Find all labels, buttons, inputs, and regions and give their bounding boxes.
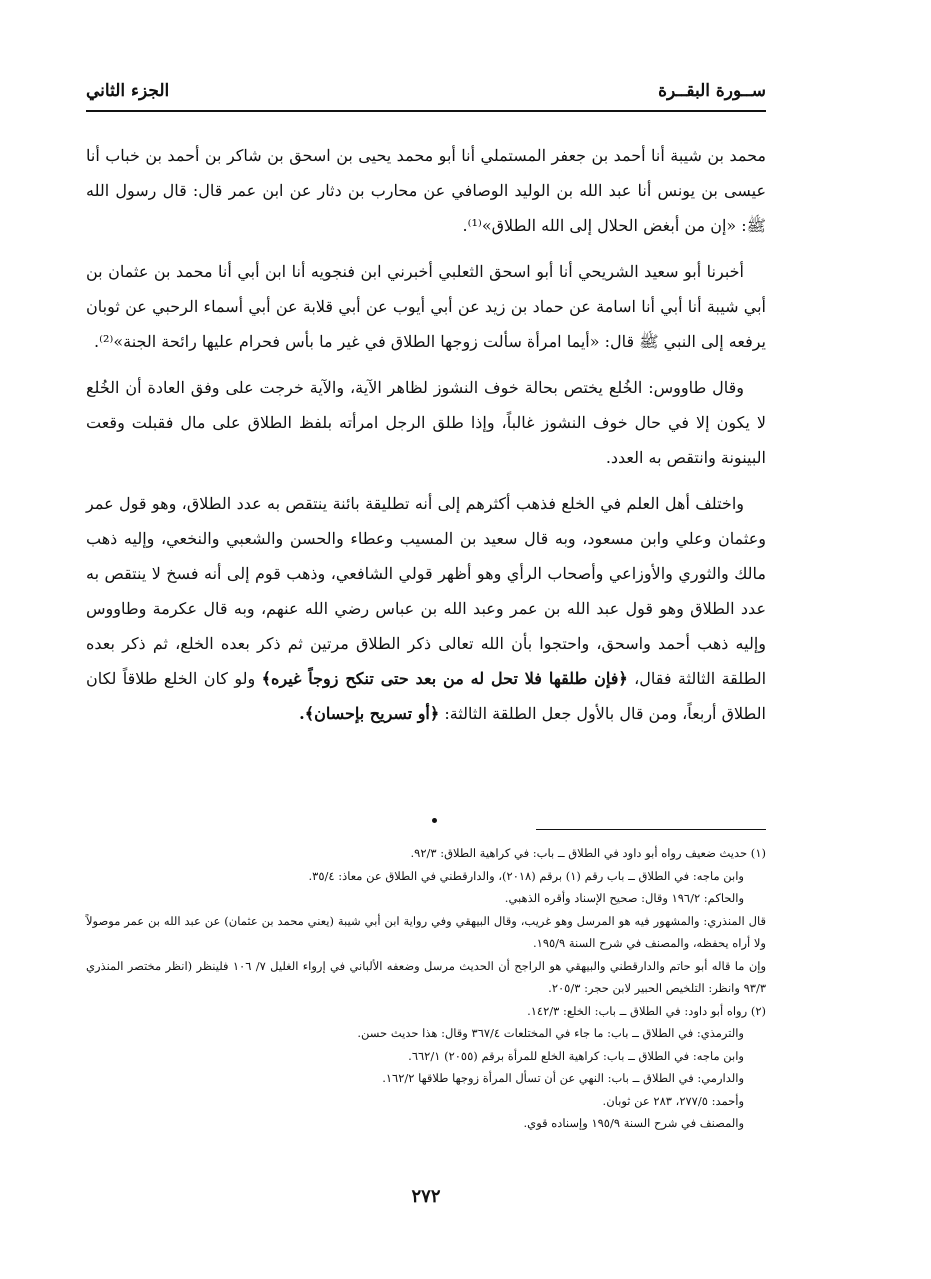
footnote-line: (٢) رواه أبو داود: في الطلاق ــ باب: الخلع: ١٤٢/٣. — [527, 1003, 766, 1018]
paragraph-3: وقال طاووس: الخُلع يختص بحالة خوف النشوز لظاهر الآية، والآية خرجت على وفق العادة أن الخُلع لا يكون إلا في حال خوف النشوز غالباً، وإذا طلق الرجل امرأته بلفظ الطلاق على مال فقبلت وقعت البينونة وانتقص به العدد. — [86, 378, 767, 467]
paragraph-2: أخبرنا أبو سعيد الشريحي أنا أبو اسحق الثعلبي أخبرني ابن فنجويه أنا ابن أبي أنا محمد بن عثمان بن أبي شيبة أنا أبي أنا اسامة عن حماد بن زيد عن أبي أيوب عن أبي قلابة عن أبي أسماء الرحبي عن ثوبان يرفعه إلى النبي ﷺ قال: «أيما امرأة سألت زوجها الطلاق في غير ما بأس فحرام عليها رائحة الجنة»⁽²⁾. — [86, 262, 766, 351]
header-rule — [86, 110, 766, 112]
page-number: ٢٧٢ — [411, 1186, 441, 1207]
dot-mark — [432, 818, 437, 823]
footnote-line: والمصنف في شرح السنة ١٩٥/٩ وإسناده قوي. — [523, 1116, 744, 1130]
footnote-line: والحاكم: ١٩٦/٢ وقال: صحيح الإسناد وأقره الذهبي. — [504, 891, 744, 905]
footnote-line: والترمذي: في الطلاق ــ باب: ما جاء في المختلعات ٣٦٧/٤ وقال: هذا حديث حسن. — [357, 1026, 744, 1040]
paragraph-4-continuation: ولو كان الخلع طلاقاً لكان الطلاق أربعاً، ومن قال بالأول جعل الطلقة الثالثة: — [86, 669, 766, 723]
quran-verse-2: ﴿أو تسريح بإحسان﴾. — [299, 704, 440, 723]
footnote-line: وابن ماجه: في الطلاق ــ باب رقم (١) برقم (٢٠١٨)، والدارقطني في الطلاق عن معاذ: ٣٥/٤. — [308, 868, 744, 883]
part-title: الجزء الثاني — [86, 81, 170, 101]
footnote-line: والدارمي: في الطلاق ــ باب: النهي عن أن تسأل المرأة زوجها طلاقها ١٦٢/٢. — [382, 1071, 744, 1085]
paragraph-1: محمد بن شيبة أنا أحمد بن جعفر المستملي أنا أبو محمد يحيى بن اسحق بن شاكر بن أحمد بن خباب أنا عيسى بن يونس أنا عبد الله بن الوليد الوصافي عن محارب بن دثار عن ابن عمر قال: قال رسول الله ﷺ: «إن من أبغض الحلال إلى الله الطلاق»⁽¹⁾. — [86, 146, 767, 235]
footnote-line: وأحمد: ٢٧٧/٥، ٢٨٣ عن ثوبان. — [602, 1093, 744, 1108]
paragraph-4 — [86, 486, 766, 731]
main-text — [86, 138, 766, 742]
surah-title: ســورة البقــرة — [658, 81, 766, 101]
quran-verse-1: ﴿فإن طلقها فلا تحل له من بعد حتى تنكح زوجاً غيره﴾ — [261, 669, 628, 688]
paragraph-4-text: واختلف أهل العلم في الخلع فذهب أكثرهم إلى أنه تطليقة بائنة ينتقص به عدد الطلاق، وهو قول عمر وعثمان وعلي وابن مسعود، وبه قال سعيد بن المسيب وعطاء والحسن والشعبي والنخعي، وإليه ذهب مالك والثوري والأوزاعي وأصحاب الرأي وهو أظهر قولي الشافعي، وذهب قوم إلى أنه فسخ لا ينتقص به عدد الطلاق وهو قول عبد الله بن عمر وعبد الله بن عباس رضي الله عنهم، وبه قال عكرمة وطاووس وإليه ذهب أحمد واسحق، واحتجوا بأن الله تعالى ذكر الطلاق مرتين ثم ذكر بعده الخلع، ثم ذكر بعده الطلقة الثالثة فقال، — [86, 494, 767, 688]
footnote-line: وإن ما قاله أبو حاتم والدارقطني والبيهقي هو الراجح أن الحديث مرسل وضعفه الألباني في إرواء الغليل ٧/ ١٠٦ فلينظر (انظر مختصر المنذري ٩٣/٣ وانظر: التلخيص الحبير لابن حجر: ٢٠٥/٣. — [86, 958, 767, 995]
footnote-line: قال المنذري: والمشهور فيه هو المرسل وهو غريب، وقال البيهقي وفي رواية ابن أبي شيبة (يعني محمد بن عثمان) عن عبد الله بن عمر موصولاً ولا أراه يحفظه، والمصنف في شرح السنة ١٩٥/٩. — [86, 913, 766, 950]
footnote-rule — [536, 829, 766, 830]
footnotes — [86, 842, 766, 1135]
running-header — [86, 76, 766, 106]
footnote-line: (١) حديث ضعيف رواه أبو داود في الطلاق ــ باب: في كراهية الطلاق: ٩٢/٣. — [410, 846, 766, 860]
footnote-line: وابن ماجه: في الطلاق ــ باب: كراهية الخلع للمرأة برقم (٢٠٥٥) ٦٦٢/١. — [408, 1048, 744, 1063]
